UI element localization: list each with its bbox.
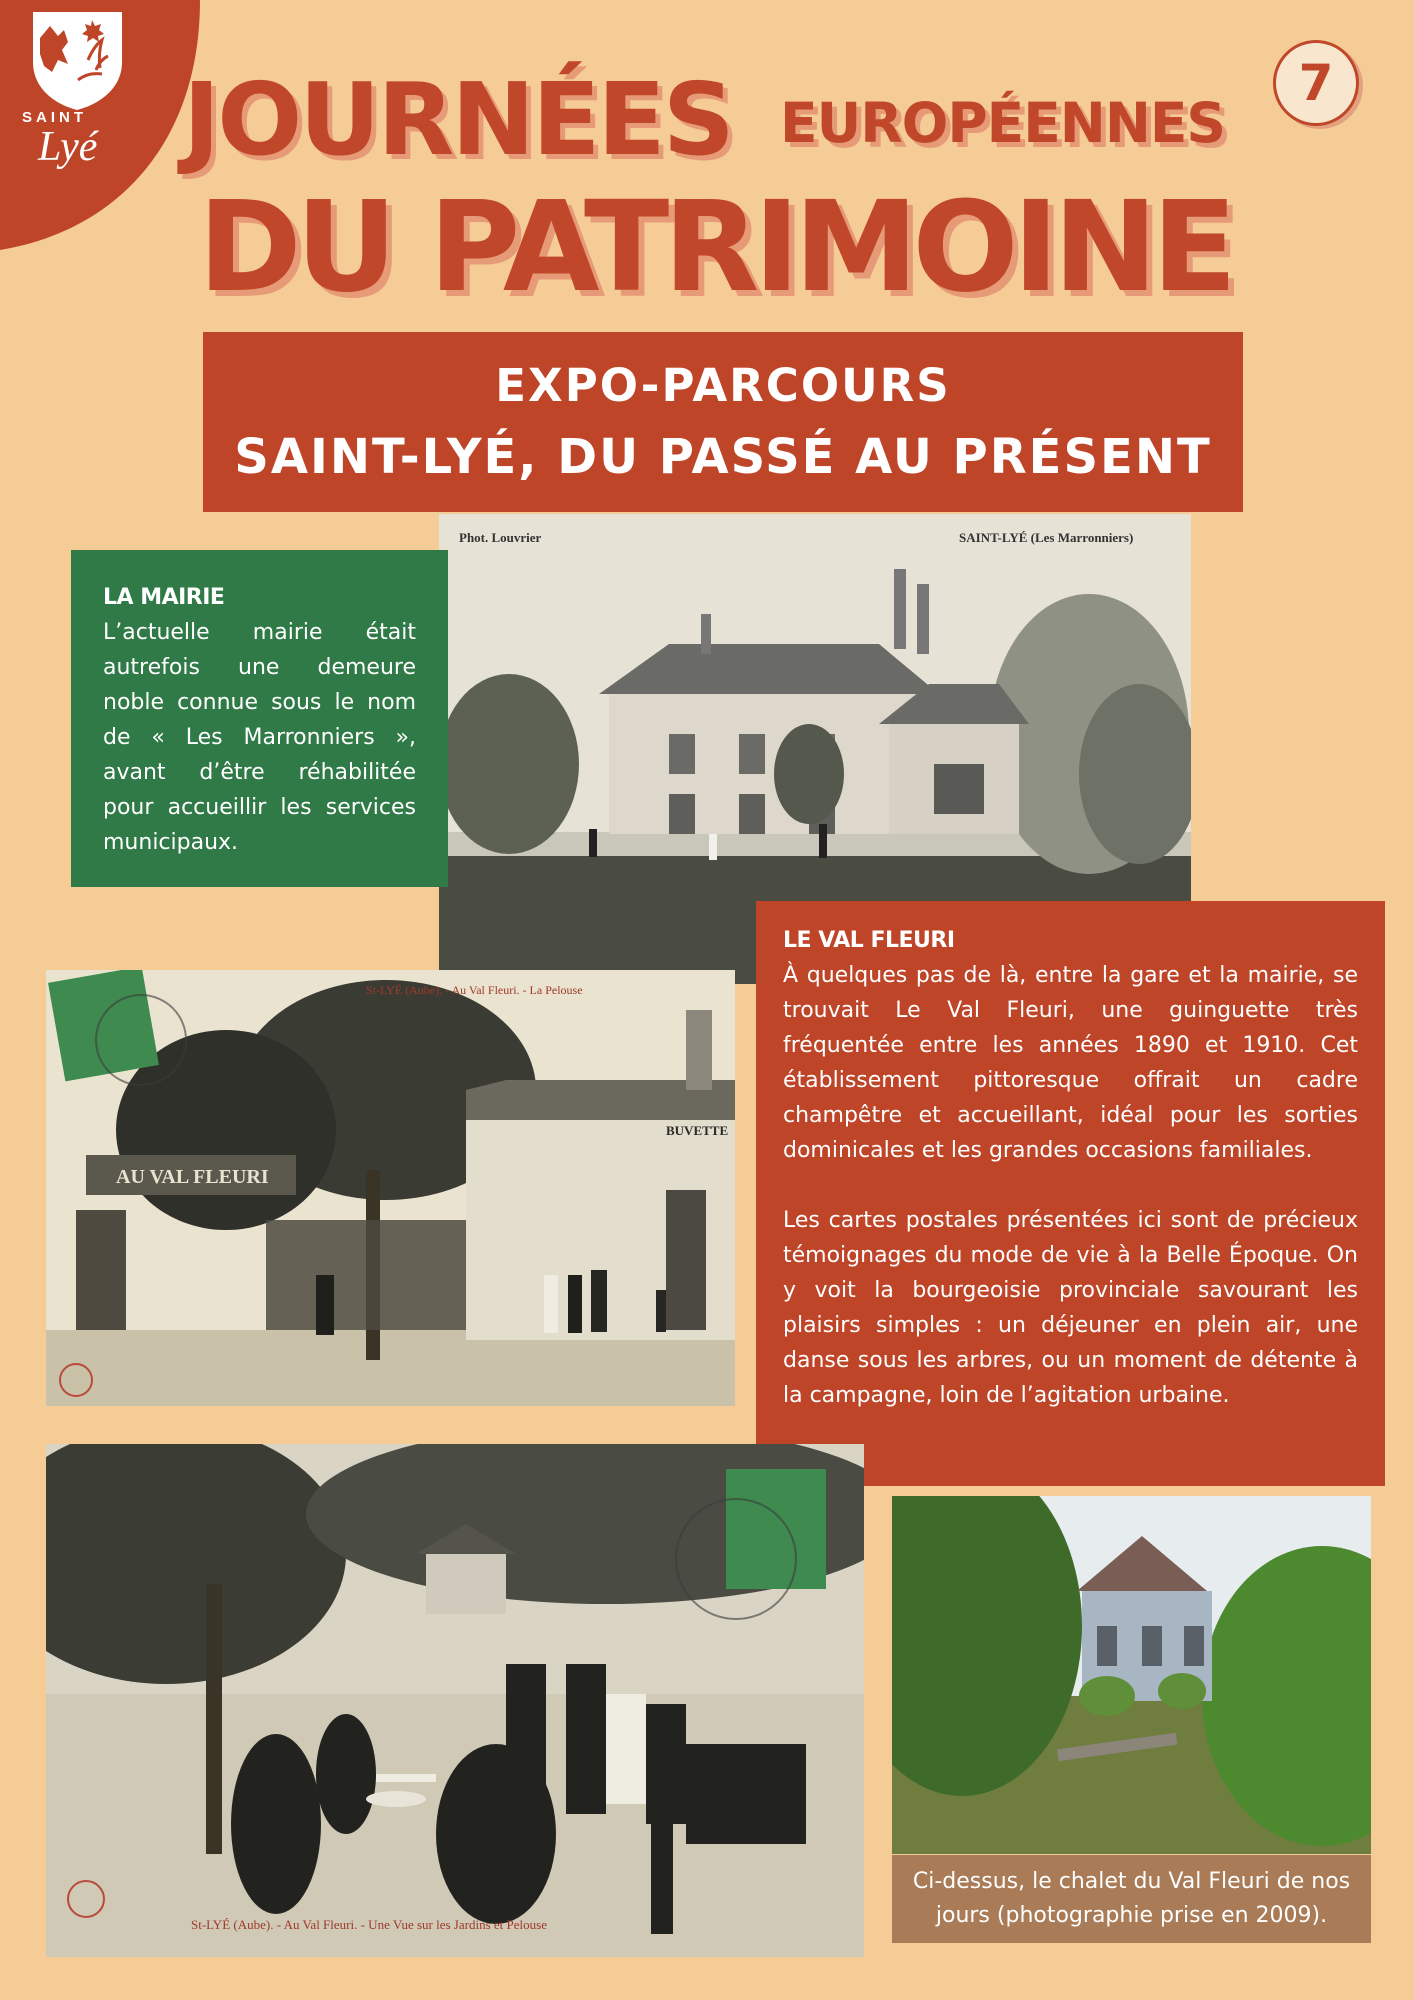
photo-chalet-today — [892, 1496, 1371, 1854]
logo-text-lye: Lyé — [38, 124, 98, 170]
val-fleuri-paragraph-2: Les cartes postales présentées ici sont de précieux témoignages du mode de vie à la Belle Époque. On y voit la bourgeoisie provinciale savourant les plaisirs simples : un déjeuner en plein air, une danse sous les arbres, ou un moment de détente à la campagne, loin de l’agitation urbaine. — [783, 1208, 1358, 1408]
photo-val-fleuri-jardins — [46, 1444, 864, 1957]
mairie-text-box — [71, 550, 448, 887]
postcard-1-caption: St-LYÉ (Aube). - Au Val Fleuri. - La Pelouse — [366, 983, 583, 997]
mairie-text: L’actuelle mairie était autrefois une demeure noble connue sous le nom de « Les Marronniers », avant d’être réhabilitée pour accueillir les services municipaux. — [103, 620, 416, 855]
expo-banner — [203, 332, 1243, 512]
au-val-fleuri-sign: AU VAL FLEURI — [116, 1166, 269, 1188]
mairie-photo-credit: Phot. Louvrier — [459, 530, 542, 545]
town-logo-corner — [0, 0, 210, 250]
buvette-sign-text: BUVETTE — [666, 1123, 729, 1138]
val-fleuri-heading: LE VAL FLEURI — [783, 928, 955, 953]
val-fleuri-text-box — [756, 901, 1385, 1486]
title-journees: JOURNÉES — [183, 61, 732, 178]
banner-line-1: EXPO-PARCOURS — [495, 359, 951, 412]
panel-number-badge: 7 — [1273, 40, 1359, 126]
banner-line-2: SAINT-LYÉ, DU PASSÉ AU PRÉSENT — [234, 429, 1212, 485]
mairie-photo-title: SAINT-LYÉ (Les Marronniers) — [959, 530, 1134, 545]
postcard-2-caption: St-LYÉ (Aube). - Au Val Fleuri. - Une Vue sur les Jardins et Pelouse — [191, 1917, 547, 1932]
mairie-heading: LA MAIRIE — [103, 585, 225, 610]
val-fleuri-paragraph-1: À quelques pas de là, entre la gare et la mairie, se trouvait Le Val Fleuri, une guinguette très fréquentée entre les années 1890 et 1910. Cet établissement pittoresque offrait un cadre champêtre et accueillant, idéal pour les sorties dominicales et les grandes occasions familiales. — [783, 963, 1358, 1163]
photo-val-fleuri-pelouse — [46, 970, 735, 1406]
chalet-caption: Ci-dessus, le chalet du Val Fleuri de nos jours (photographie prise en 2009). — [892, 1855, 1371, 1943]
logo-text-saint: SAINT — [22, 109, 87, 126]
title-europeennes: EUROPÉENNES — [780, 91, 1226, 155]
title-du-patrimoine: DU PATRIMOINE — [198, 175, 1232, 320]
